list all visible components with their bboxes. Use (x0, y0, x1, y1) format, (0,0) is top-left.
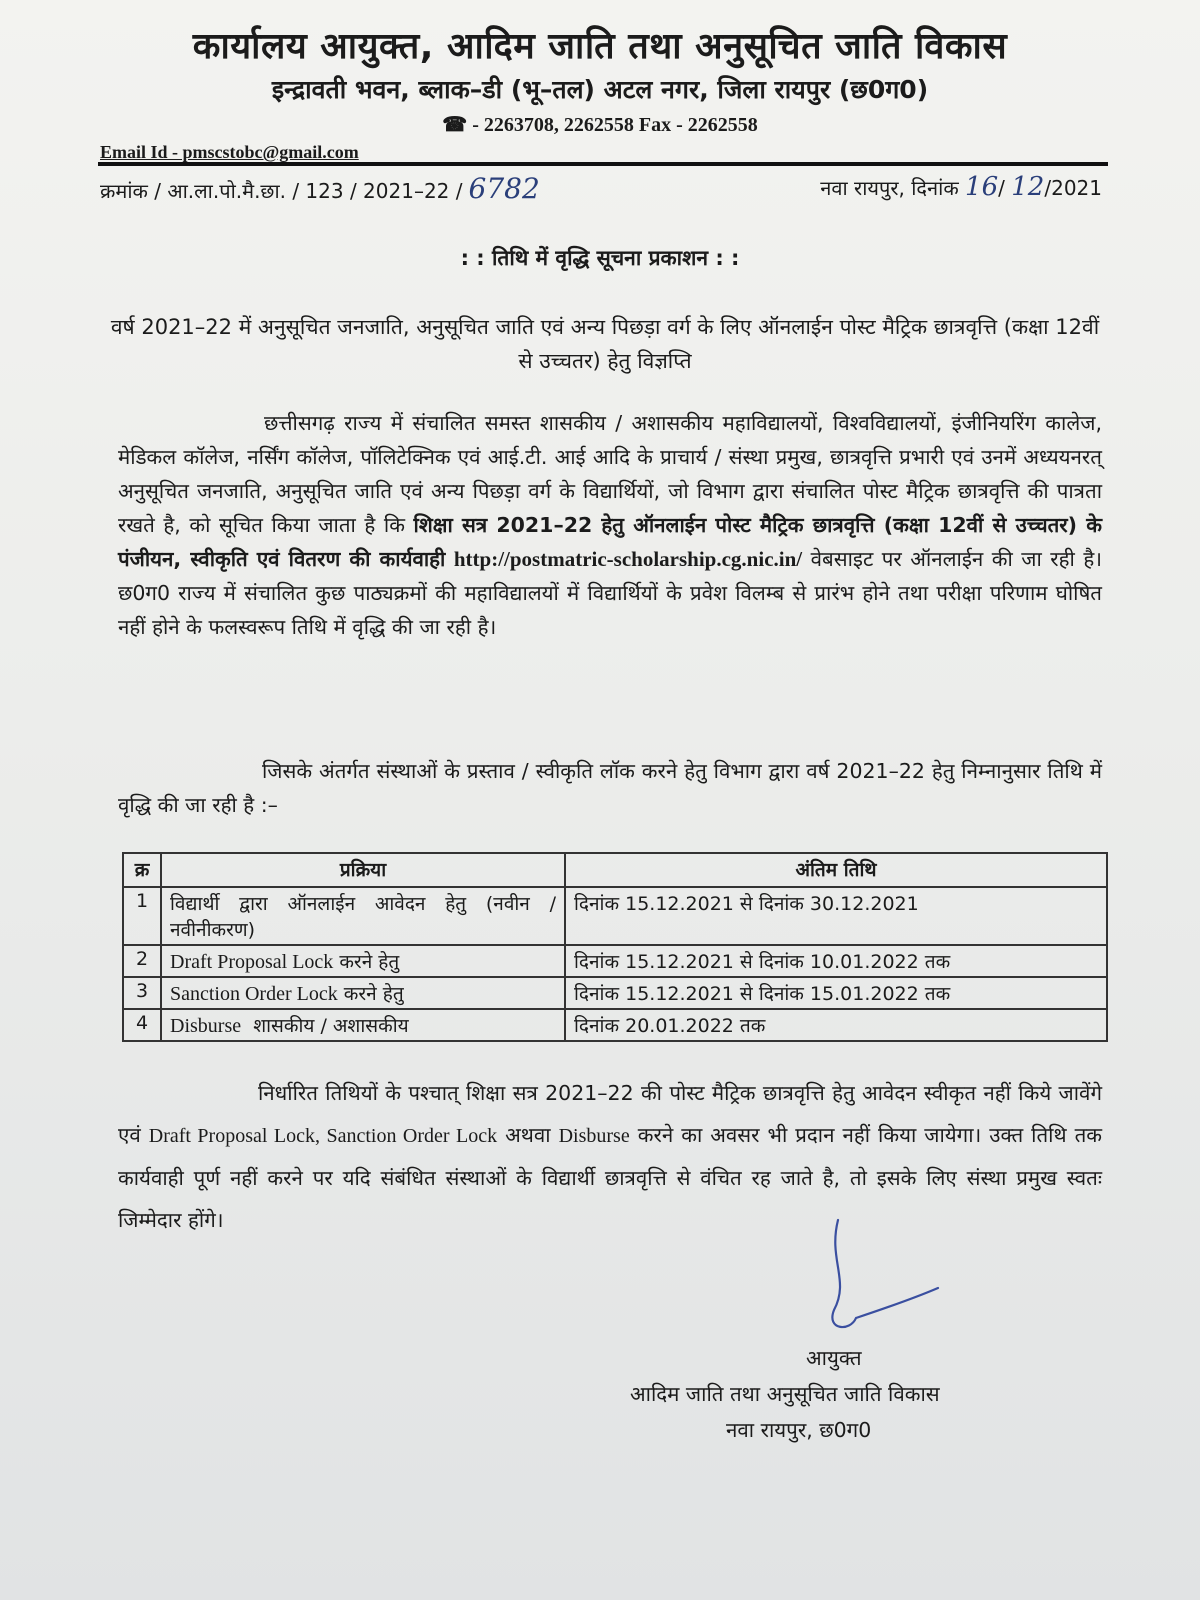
para3-latin-terms: Draft Proposal Lock, Sanction Order Lock (148, 1125, 498, 1147)
table-row (123, 977, 1107, 1009)
process-latin: Draft Proposal Lock (170, 951, 334, 973)
signature-block (630, 1340, 940, 1448)
reference-prefix: क्रमांक / आ.ला.पो.मै.छा. / 123 / 2021–22 / (100, 179, 463, 203)
telephone-icon: ☎ (442, 114, 473, 136)
para1-bold: शिक्षा सत्र 2021–22 हेतु ऑनलाईन पोस्ट मैट्रिक छात्रवृत्ति (कक्षा 12वीं से उच्चतर) के पंजीयन, स्वीकृति एवं वितरण की कार्यवाही (118, 513, 1102, 571)
header-process: प्रक्रिया (161, 853, 565, 887)
date-year: 2021 (1051, 176, 1102, 200)
office-name: कार्यालय आयुक्त, आदिम जाति तथा अनुसूचित जाति विकास (192, 26, 1008, 67)
phone-numbers: - 2263708, 2262558 Fax - 2262558 (472, 114, 758, 136)
row-process: विद्यार्थी द्वारा ऑनलाईन आवेदन हेतु (नवीन / नवीनीकरण) (161, 887, 565, 945)
office-address: इन्द्रावती भवन, ब्लाक–डी (भू–तल) अटल नगर, जिला रायपुर (छ0ग0) (271, 75, 929, 104)
reference-number (100, 172, 540, 205)
process-latin: Disburse (170, 1015, 242, 1037)
row-serial: 3 (123, 977, 161, 1009)
header-last-date: अंतिम तिथि (565, 853, 1107, 887)
schedule-table (122, 852, 1108, 1042)
row-date: दिनांक 15.12.2021 से दिनांक 15.01.2022 तक (565, 977, 1107, 1009)
paragraph-2: जिसके अंतर्गत संस्थाओं के प्रस्ताव / स्वीकृति लॉक करने हेतु विभाग द्वारा वर्ष 2021–22 हेतु निम्नानुसार तिथि में वृद्धि की जा रही है :– (118, 759, 1102, 817)
process-text: करने हेतु (339, 951, 400, 973)
email-line: Email Id - pmscstobc@gmail.com (100, 142, 359, 162)
row-date: दिनांक 15.12.2021 से दिनांक 30.12.2021 (565, 887, 1107, 945)
table-header-row (123, 853, 1107, 887)
header-divider (98, 162, 1108, 166)
handwritten-number: 6782 (468, 172, 540, 205)
notice-subject: वर्ष 2021–22 में अनुसूचित जनजाति, अनुसूचित जाति एवं अन्य पिछड़ा वर्ग के लिए ऑनलाईन पोस्ट मैट्रिक छात्रवृत्ति (कक्षा 12वीं से उच्चतर) हेतु विज्ञप्ति (110, 315, 1100, 373)
para3-a: निर्धारित तिथियों के पश्चात् शिक्षा सत्र 2021–22 की पोस्ट मैट्रिक छात्रवृत्ति हेतु आवेदन स्वीकृत नहीं किये जावेंगे एवं (118, 1081, 1102, 1147)
row-date: दिनांक 15.12.2021 से दिनांक 10.01.2022 तक (565, 945, 1107, 977)
paragraph-1 (118, 406, 1102, 644)
para1-lead: छत्तीसगढ़ राज्य में संचालित समस्त शासकीय / अशासकीय महाविद्यालयों, विश्वविद्यालयों, इंजीनियरिंग कालेज, मेडिकल कॉलेज, नर्सिंग कॉलेज, पॉलिटेक्निक एवं आई.टी. आई आदि के प्राचार्य / संस्था प्रमुख, छात्रवृत्ति प्रभारी एवं उनमें अध्ययनरत् अनुसूचित जनजाति, अनुसूचित जाति एवं अन्य पिछड़ा वर्ग के विद्यार्थियों, जो विभाग द्वारा संचालित पोस्ट मैट्रिक छात्रवृत्ति की पात्रता रखते है, को सूचित किया जाता है कि (118, 411, 1102, 537)
para1-rest: वेबसाइट पर ऑनलाईन की जा रही है। छ0ग0 राज्य में संचालित कुछ पाठ्यक्रमों की महाविद्यालयों में विद्यार्थियों के प्रवेश विलम्ब से प्रारंभ होने तथा परीक्षा परिणाम घोषित नहीं होने के फलस्वरूप तिथि में वृद्धि की जा रही है। (118, 547, 1102, 639)
row-serial: 4 (123, 1009, 161, 1041)
header-serial: क्र (123, 853, 161, 887)
portal-url: http://postmatric-scholarship.cg.nic.in/ (453, 547, 803, 571)
signatory-title: आयुक्त (806, 1346, 862, 1370)
process-text: शासकीय / अशासकीय (253, 1015, 409, 1037)
phone-line (0, 112, 1200, 137)
notice-title: : : तिथि में वृद्धि सूचना प्रकाशन : : (460, 246, 740, 270)
table-row (123, 945, 1107, 977)
date-line: नवा रायपुर, दिनांक 16/ 12/2021 (820, 172, 1102, 202)
date-day: 16 (965, 172, 999, 202)
signatory-city: नवा रायपुर, छ0ग0 (726, 1418, 872, 1442)
signatory-department: आदिम जाति तथा अनुसूचित जाति विकास (630, 1382, 940, 1406)
table-row (123, 1009, 1107, 1041)
para3-e: करने का अवसर भी प्रदान नहीं किया जायेगा। उक्त तिथि तक कार्यवाही पूर्ण नहीं करने पर यदि संबंधित संस्थाओं के विद्यार्थी छात्रवृत्ति से वंचित रह जाते है, तो इसके लिए संस्था प्रमुख स्वतः जिम्मेदार होंगे। (118, 1123, 1102, 1232)
place-date-label: नवा रायपुर, दिनांक (820, 176, 959, 200)
row-process (161, 1009, 565, 1041)
para3-disburse: Disburse (558, 1125, 630, 1147)
row-process (161, 945, 565, 977)
row-date: दिनांक 20.01.2022 तक (565, 1009, 1107, 1041)
handwritten-signature (820, 1200, 950, 1350)
date-month: 12 (1011, 172, 1045, 202)
table-row (123, 887, 1107, 945)
row-serial: 2 (123, 945, 161, 977)
process-text: करने हेतु (343, 983, 404, 1005)
paragraph-3 (118, 1072, 1102, 1241)
row-serial: 1 (123, 887, 161, 945)
row-process (161, 977, 565, 1009)
process-latin: Sanction Order Lock (170, 983, 338, 1005)
para3-c: अथवा (505, 1123, 551, 1147)
